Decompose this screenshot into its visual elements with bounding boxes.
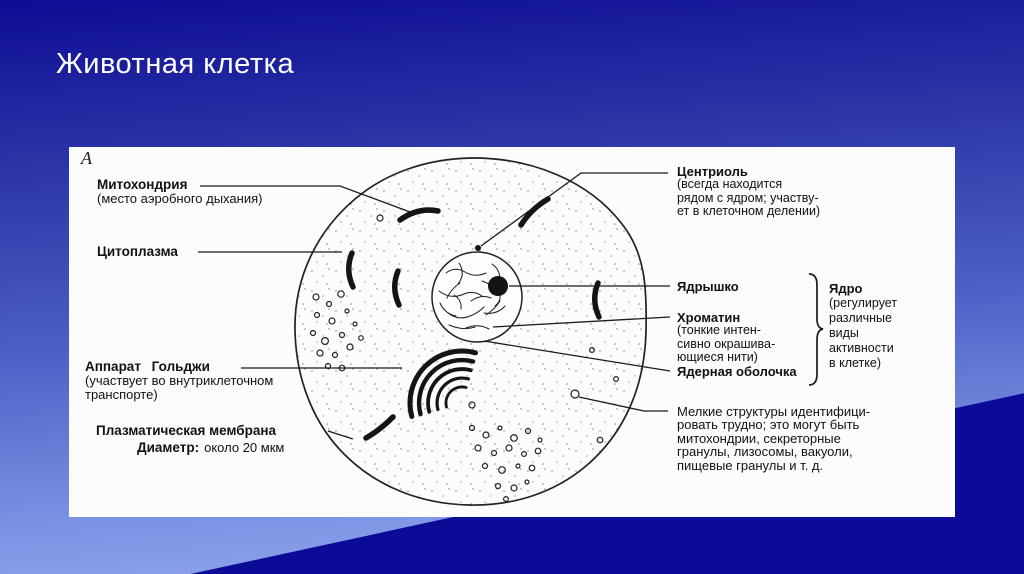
- label-centriole-title: Центриоль: [677, 164, 748, 179]
- label-nuclear-envelope-title: Ядерная оболочка: [677, 364, 797, 379]
- label-chromatin-note-line: (тонкие интен-: [677, 323, 761, 338]
- label-centriole-note-line: ет в клеточном делении): [677, 204, 821, 219]
- label-diameter-value: около 20 мкм: [204, 440, 285, 455]
- label-cytoplasm: [97, 245, 178, 259]
- label-cytoplasm-title: Цитоплазма: [97, 244, 178, 259]
- label-small-structures-line: митохондрии, секреторные: [677, 430, 841, 446]
- label-mitochondria-title: Митохондрия: [97, 177, 188, 192]
- label-small-structures-line: ровать трудно; это могут быть: [677, 417, 860, 433]
- figure-panel-label: A: [81, 148, 92, 168]
- nucleus-envelope-circle: [432, 252, 522, 342]
- label-membrane: [96, 424, 276, 438]
- label-small-structures: [677, 405, 870, 472]
- label-nucleus-note-line: в клетке): [829, 356, 882, 370]
- label-centriole-note-line: (всегда находится: [677, 177, 783, 192]
- label-small-structures-line: Мелкие структуры идентифици-: [677, 404, 871, 419]
- slide-title: Животная клетка: [56, 48, 295, 80]
- label-small-structures-line: пищевые гранулы и т. д.: [677, 457, 824, 473]
- label-diameter-title: Диаметр:: [137, 440, 200, 455]
- label-nucleus-note-line: (регулирует: [829, 296, 898, 310]
- label-nucleus-note-line: активности: [829, 341, 894, 355]
- label-nucleolus: [677, 280, 739, 293]
- label-mitochondria: [97, 178, 262, 206]
- label-golgi-note-line: (участвует во внутриклеточном: [85, 373, 274, 388]
- label-chromatin-note-line: сивно окрашива-: [677, 336, 776, 351]
- label-golgi-note-line: транспорте): [85, 387, 158, 402]
- label-small-structures-line: гранулы, лизосомы, вакуоли,: [677, 444, 853, 460]
- label-chromatin-title: Хроматин: [677, 310, 741, 325]
- label-centriole: [677, 165, 820, 219]
- label-nucleus-title: Ядро: [829, 281, 863, 296]
- label-nucleus: [829, 281, 897, 371]
- cell-diagram-panel: [69, 147, 955, 517]
- centriole-dot: [475, 245, 481, 251]
- label-mitochondria-note: (место аэробного дыхания): [97, 191, 263, 206]
- label-golgi: [85, 360, 273, 402]
- label-centriole-note-line: рядом с ядром; участву-: [677, 190, 819, 205]
- nucleolus-shape: [488, 276, 508, 296]
- label-chromatin-note-line: ющиеся нити): [677, 350, 758, 365]
- label-nucleolus-title: Ядрышко: [677, 279, 739, 294]
- grouping-brace: [809, 274, 823, 385]
- label-nucleus-note-line: различные: [829, 311, 892, 325]
- label-golgi-title: Аппарат Гольджи: [85, 359, 210, 374]
- label-chromatin: [677, 311, 775, 365]
- label-nucleus-note-line: виды: [829, 326, 859, 340]
- label-nuclear-envelope: [677, 365, 797, 378]
- label-membrane-title: Плазматическая мембрана: [96, 423, 277, 438]
- label-diameter: [137, 441, 284, 455]
